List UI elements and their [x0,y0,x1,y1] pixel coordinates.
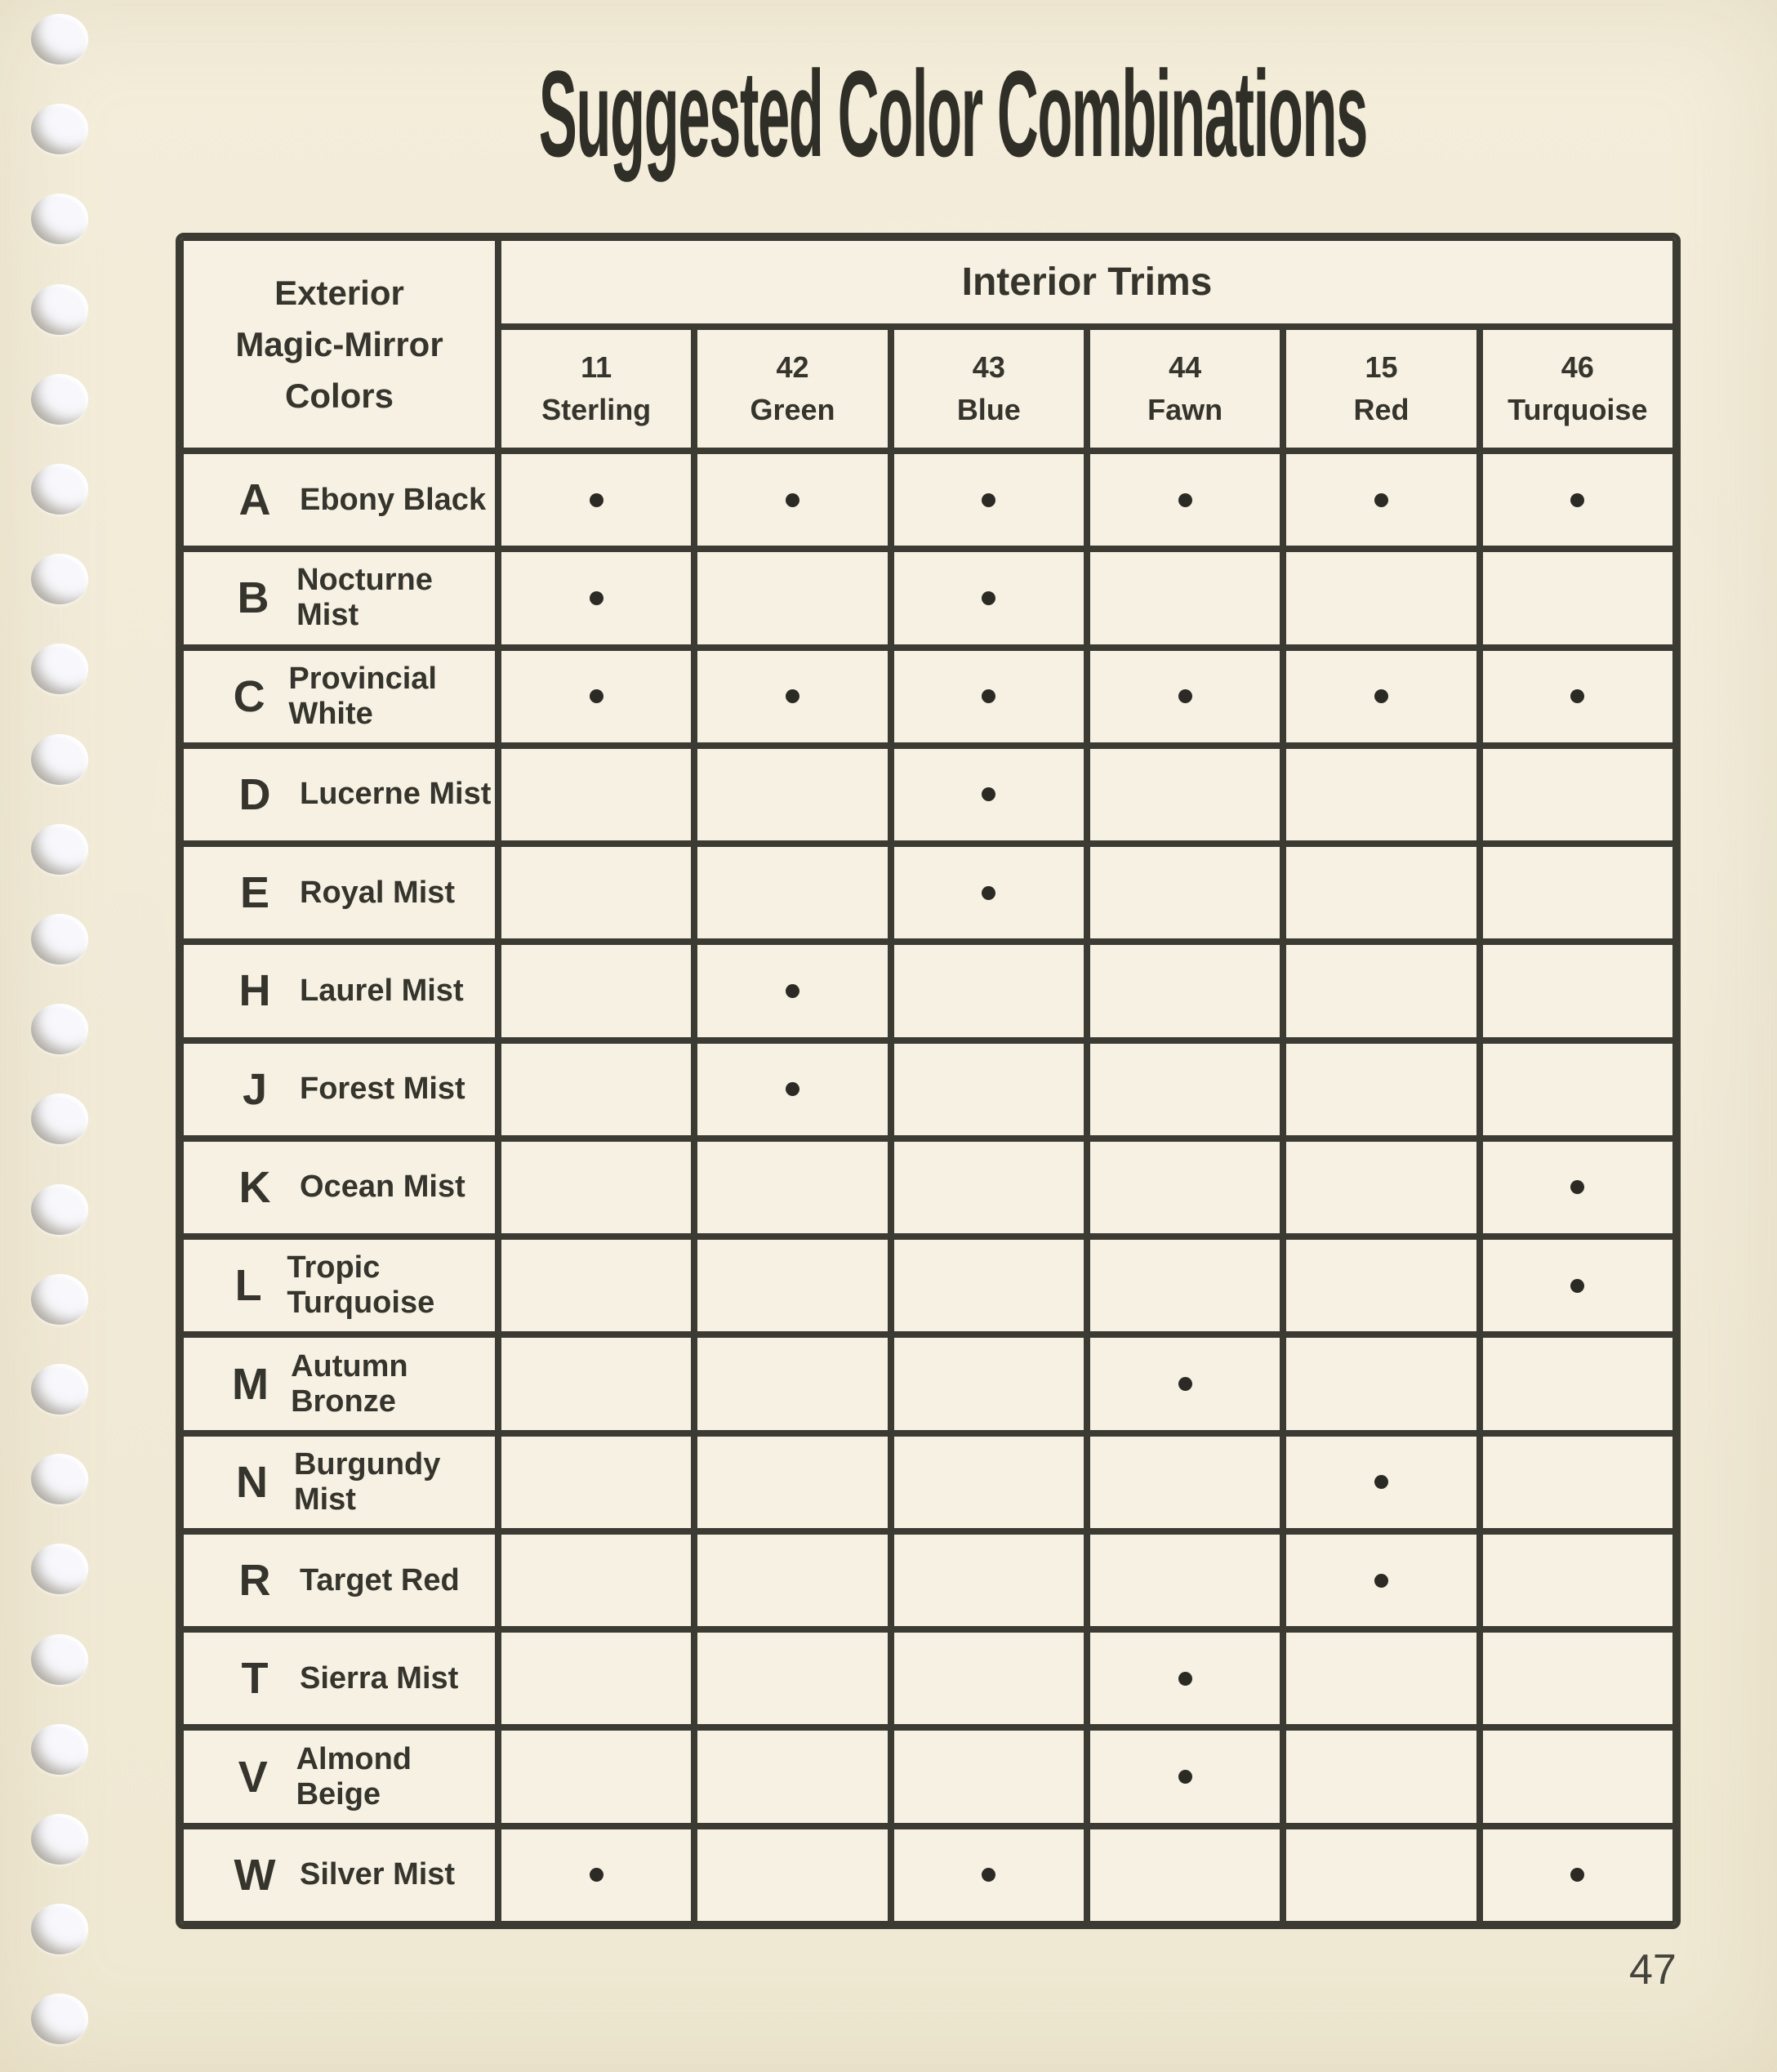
combination-dot [1374,1475,1388,1489]
combination-dot [786,689,799,703]
exterior-color-name: Target Red [300,1562,460,1597]
exterior-color-name: Laurel Mist [300,973,464,1008]
combination-dot [786,493,799,507]
exterior-color-name: Burgundy Mist [293,1446,441,1517]
combination-cell [498,549,694,647]
trim-code: 44 [1169,350,1202,384]
combination-cell [891,746,1087,844]
exterior-color-name: Provincial White [288,661,437,731]
combination-cell [1283,1826,1479,1924]
combination-cell [1087,844,1283,942]
combination-cell [694,1237,890,1335]
trim-name: Red [1353,393,1410,426]
combination-cell [1480,451,1676,549]
binding-hole [31,1814,88,1865]
page-number: 47 [1629,1946,1677,1994]
binding-hole [31,1004,88,1054]
color-table [176,233,1681,1929]
combination-cell [498,1531,694,1629]
trim-code: 46 [1561,350,1594,384]
combination-dot [1178,493,1192,507]
combination-cell [1283,1531,1479,1629]
combination-cell [1087,1335,1283,1433]
exterior-color-code: J [242,1064,268,1114]
trim-name: Fawn [1147,393,1223,426]
combination-dot [590,493,603,507]
combination-cell [498,1629,694,1727]
combination-dot [1570,493,1584,507]
trim-name: Blue [956,393,1021,426]
row-label-h [180,942,498,1040]
combination-cell [1283,942,1479,1040]
combination-dot [982,689,995,703]
combination-cell [1087,549,1283,647]
combination-cell [498,648,694,746]
row-label-n [180,1433,498,1531]
combination-cell [694,746,890,844]
binding-hole [31,1544,88,1594]
combination-cell [1087,746,1283,844]
binding-hole [31,194,88,244]
row-group-header-line: Exterior [274,274,404,312]
row-label-e [180,844,498,942]
combination-dot [786,1082,799,1096]
binding-hole [31,644,88,694]
combination-cell [891,844,1087,942]
row-group-header-line: Magic-Mirror [235,325,443,363]
exterior-color-code: H [238,966,271,1016]
row-label-t [180,1629,498,1727]
combination-cell [891,1237,1087,1335]
combination-cell [1283,648,1479,746]
combination-cell [498,1727,694,1825]
combination-cell [1283,549,1479,647]
exterior-color-name: Silver Mist [300,1857,456,1892]
combination-dot [982,787,995,801]
combination-cell [498,942,694,1040]
row-label-j [180,1040,498,1138]
combination-dot [982,591,995,605]
exterior-color-code: W [234,1850,276,1900]
exterior-color-name: Sierra Mist [300,1660,459,1695]
binding-hole [31,1994,88,2044]
combination-cell [891,1040,1087,1138]
binding-hole [31,1364,88,1415]
combination-cell [694,451,890,549]
exterior-color-code: M [232,1359,269,1409]
row-label-c [180,648,498,746]
binding-hole [31,1904,88,1954]
combination-cell [694,1727,890,1825]
exterior-color-code: L [234,1261,262,1311]
combination-cell [1480,549,1676,647]
combination-cell [1087,1433,1283,1531]
binding-hole [31,824,88,875]
combination-cell [694,1335,890,1433]
combination-dot [982,493,995,507]
combination-cell [1480,1531,1676,1629]
combination-cell [1480,1138,1676,1237]
combination-cell [1480,1826,1676,1924]
combination-cell [1480,1727,1676,1825]
column-group-header: Interior Trims [498,238,1676,327]
page-title-text: Suggested Color Combinations [538,45,1367,182]
combination-cell [1480,942,1676,1040]
combination-cell [694,1826,890,1924]
combination-cell [1087,1237,1283,1335]
combination-cell [1087,1138,1283,1237]
combination-cell [1087,1826,1283,1924]
column-header-sterling [498,327,694,451]
combination-cell [891,1335,1087,1433]
combination-cell [891,451,1087,549]
exterior-color-name: Tropic Turquoise [287,1250,435,1321]
combination-cell [1480,1433,1676,1531]
binding-hole [31,914,88,965]
row-label-r [180,1531,498,1629]
combination-cell [498,1040,694,1138]
combination-cell [891,942,1087,1040]
combination-cell [694,942,890,1040]
combination-dot [1178,1377,1192,1391]
exterior-color-name: Autumn Bronze [291,1348,408,1419]
binding-hole [31,1274,88,1325]
combination-cell [1480,1629,1676,1727]
combination-cell [694,648,890,746]
exterior-color-name: Nocturne Mist [296,563,433,633]
exterior-color-name: Ebony Black [300,482,487,517]
combination-cell [694,1040,890,1138]
binding-hole [31,284,88,335]
combination-dot [1374,493,1388,507]
combination-dot [1374,689,1388,703]
combination-cell [1283,1335,1479,1433]
combination-cell [1087,648,1283,746]
combination-cell [1087,1727,1283,1825]
combination-cell [694,1138,890,1237]
row-label-v [180,1727,498,1825]
combination-cell [1480,1237,1676,1335]
row-label-m [180,1335,498,1433]
trim-code: 15 [1365,350,1398,384]
combination-dot [1570,1180,1584,1194]
combination-cell [498,844,694,942]
combination-cell [1283,1237,1479,1335]
combination-cell [1480,844,1676,942]
combination-cell [891,648,1087,746]
exterior-color-name: Almond Beige [296,1741,412,1811]
exterior-color-code: V [238,1752,268,1802]
combination-dot [1178,1672,1192,1686]
combination-cell [498,1335,694,1433]
combination-cell [1087,1629,1283,1727]
row-label-d [180,746,498,844]
combination-cell [1283,451,1479,549]
exterior-color-code: B [237,573,269,623]
column-header-red [1283,327,1479,451]
combination-cell [1283,1433,1479,1531]
combination-dot [1178,689,1192,703]
combination-dot [982,886,995,900]
combination-cell [891,1629,1087,1727]
trim-code: 42 [776,350,809,384]
binding-hole [31,554,88,604]
combination-cell [498,1826,694,1924]
binding-hole [31,1454,88,1504]
row-label-b [180,549,498,647]
combination-cell [1283,1629,1479,1727]
row-group-header-line: Colors [284,377,394,415]
exterior-color-name: Forest Mist [300,1072,465,1107]
exterior-color-code: N [235,1457,268,1507]
column-header-turquoise [1480,327,1676,451]
combination-cell [891,1433,1087,1531]
row-label-a [180,451,498,549]
combination-cell [498,1237,694,1335]
combination-dot [786,984,799,998]
exterior-color-name: Royal Mist [300,875,456,910]
binding-hole [31,734,88,785]
combination-cell [498,451,694,549]
trim-name: Green [750,393,835,426]
combination-cell [694,1629,890,1727]
binding-hole [31,1184,88,1235]
binding-hole [31,374,88,425]
row-group-header [180,238,498,451]
binding-hole [31,1724,88,1775]
combination-dot [1570,1868,1584,1882]
row-label-l [180,1237,498,1335]
row-label-k [180,1138,498,1237]
combination-cell [694,549,890,647]
combination-dot [982,1868,995,1882]
combination-dot [590,1868,603,1882]
combination-cell [1283,1138,1479,1237]
combination-cell [498,746,694,844]
combination-dot [1178,1770,1192,1784]
combination-cell [694,1531,890,1629]
binding-hole [31,464,88,515]
exterior-color-name: Lucerne Mist [300,777,492,812]
combination-cell [1087,942,1283,1040]
combination-cell [891,1138,1087,1237]
combination-cell [1283,746,1479,844]
exterior-color-code: T [241,1654,269,1704]
combination-dot [1570,1279,1584,1293]
exterior-color-code: K [238,1162,271,1212]
combination-cell [1283,844,1479,942]
exterior-color-code: A [238,475,271,525]
combination-cell [694,1433,890,1531]
binding-hole [31,1094,88,1144]
column-header-green [694,327,890,451]
combination-dot [590,689,603,703]
combination-cell [1480,1040,1676,1138]
combination-dot [590,591,603,605]
combination-cell [1480,1335,1676,1433]
combination-cell [498,1138,694,1237]
combination-cell [1087,1531,1283,1629]
row-label-w [180,1826,498,1924]
exterior-color-code: R [238,1556,271,1606]
combination-cell [1480,648,1676,746]
combination-cell [1283,1040,1479,1138]
column-header-blue [891,327,1087,451]
trim-name: Sterling [541,393,652,426]
trim-code: 43 [972,350,1005,384]
combination-cell [891,1531,1087,1629]
combination-cell [891,549,1087,647]
page-title [0,45,1777,182]
trim-name: Turquoise [1508,393,1648,426]
binding-hole [31,1634,88,1685]
exterior-color-code: C [233,671,265,721]
combination-dot [1374,1574,1388,1588]
combination-cell [1087,1040,1283,1138]
combination-cell [1480,746,1676,844]
combination-cell [694,844,890,942]
exterior-color-code: E [239,868,270,918]
combination-cell [1087,451,1283,549]
exterior-color-name: Ocean Mist [300,1170,465,1205]
combination-dot [1570,689,1584,703]
combination-cell [1283,1727,1479,1825]
combination-cell [891,1727,1087,1825]
combination-cell [891,1826,1087,1924]
trim-code: 11 [581,350,612,384]
exterior-color-code: D [238,769,271,819]
combination-cell [498,1433,694,1531]
column-header-fawn [1087,327,1283,451]
